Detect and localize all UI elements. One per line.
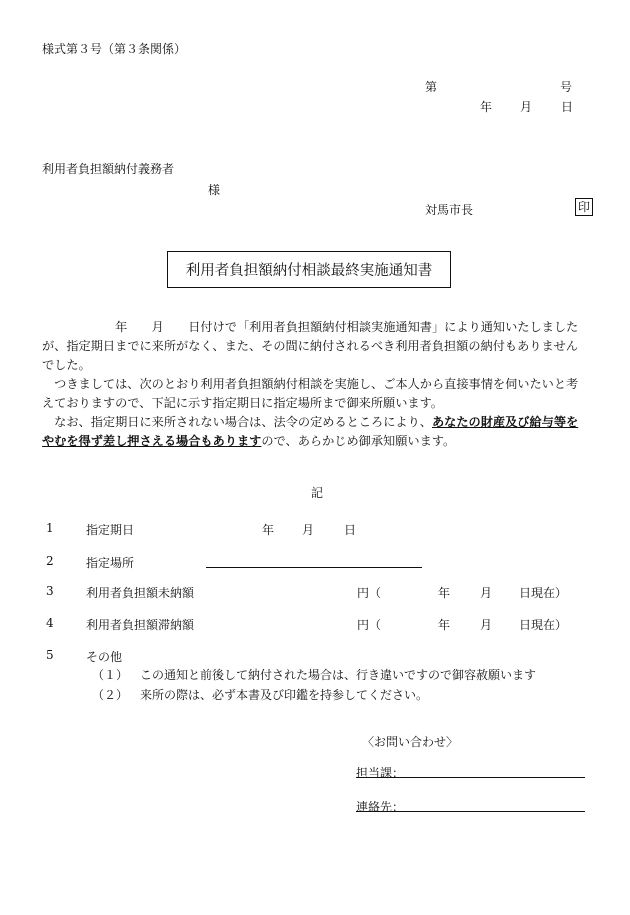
yen-open: 円（ — [357, 618, 382, 632]
item-number: 1 — [46, 521, 54, 535]
item-label-place: 指定場所 — [86, 556, 135, 570]
inquiry-heading: 〈お問い合わせ〉 — [362, 735, 459, 749]
honorific: 様 — [208, 183, 221, 197]
as-of-year: 年 — [438, 586, 451, 600]
note-number: （２） — [92, 688, 129, 702]
item-label-arrears: 利用者負担額滞納額 — [86, 618, 195, 632]
note-number: （１） — [92, 668, 129, 682]
yen-open: 円（ — [357, 586, 382, 600]
date-month: 月 — [302, 523, 315, 537]
phone-label: 連絡先： — [356, 800, 405, 814]
as-of-month: 月 — [480, 618, 493, 632]
item-number: 3 — [46, 584, 54, 598]
seal-box: 印 — [575, 198, 593, 216]
note-text: 来所の際は、必ず本書及び印鑑を持参してください。 — [140, 688, 429, 702]
item-label-unpaid: 利用者負担額未納額 — [86, 586, 195, 600]
item-label-date: 指定期日 — [86, 523, 135, 537]
document-number-prefix: 第 — [425, 80, 438, 94]
paragraph-3 — [42, 413, 590, 451]
as-of-day: 日現在） — [519, 586, 568, 600]
paragraph-2: つきましては、次のとおり利用者負担額納付相談を実施し、ご本人から直接事情を伺いたいと考えておりますので、下記に示す指定期日に指定場所まで御来所願います。 — [42, 377, 579, 410]
date-day: 日 — [344, 523, 357, 537]
paragraph-3-lead: なお、指定期日に来所されない場合は、法令の定めるところにより、 — [42, 415, 432, 429]
ki-heading: 記 — [311, 486, 324, 500]
issue-date-month: 月 — [520, 100, 533, 114]
document-title-text: 利用者負担額納付相談最終実施通知書 — [185, 263, 433, 279]
as-of-year: 年 — [438, 618, 451, 632]
issue-date-day: 日 — [561, 100, 574, 114]
issuer: 対馬市長 — [425, 203, 474, 217]
item-number: 4 — [46, 616, 54, 630]
document-number-suffix: 号 — [560, 80, 573, 94]
paragraph-1: 年 月 日付けで「利用者負担額納付相談実施通知書」により通知いたしましたが、指定期日までに来所がなく、また、その間に納付されるべき利用者負担額の納付もありませんでした。 — [42, 320, 579, 372]
document-title — [167, 251, 451, 288]
form-number: 様式第３号（第３条関係） — [42, 42, 187, 56]
place-blank-line — [206, 567, 422, 568]
dept-label: 担当課： — [356, 766, 405, 780]
item-number: 2 — [46, 554, 54, 568]
warning-text: あなたの財産及び給与等をやむを得ず差し押さえる場合もあります — [42, 415, 579, 448]
recipient-title: 利用者負担額納付義務者 — [42, 162, 175, 176]
note-text: この通知と前後して納付された場合は、行き違いですので御容赦願います — [140, 668, 537, 682]
item-label-other: その他 — [86, 650, 123, 664]
as-of-day: 日現在） — [519, 618, 568, 632]
date-year: 年 — [262, 523, 275, 537]
issue-date-year: 年 — [480, 100, 493, 114]
paragraph-3-tail: ので、あらかじめ御承知願います。 — [261, 434, 456, 448]
body-text — [42, 318, 590, 451]
as-of-month: 月 — [480, 586, 493, 600]
item-number: 5 — [46, 648, 54, 662]
